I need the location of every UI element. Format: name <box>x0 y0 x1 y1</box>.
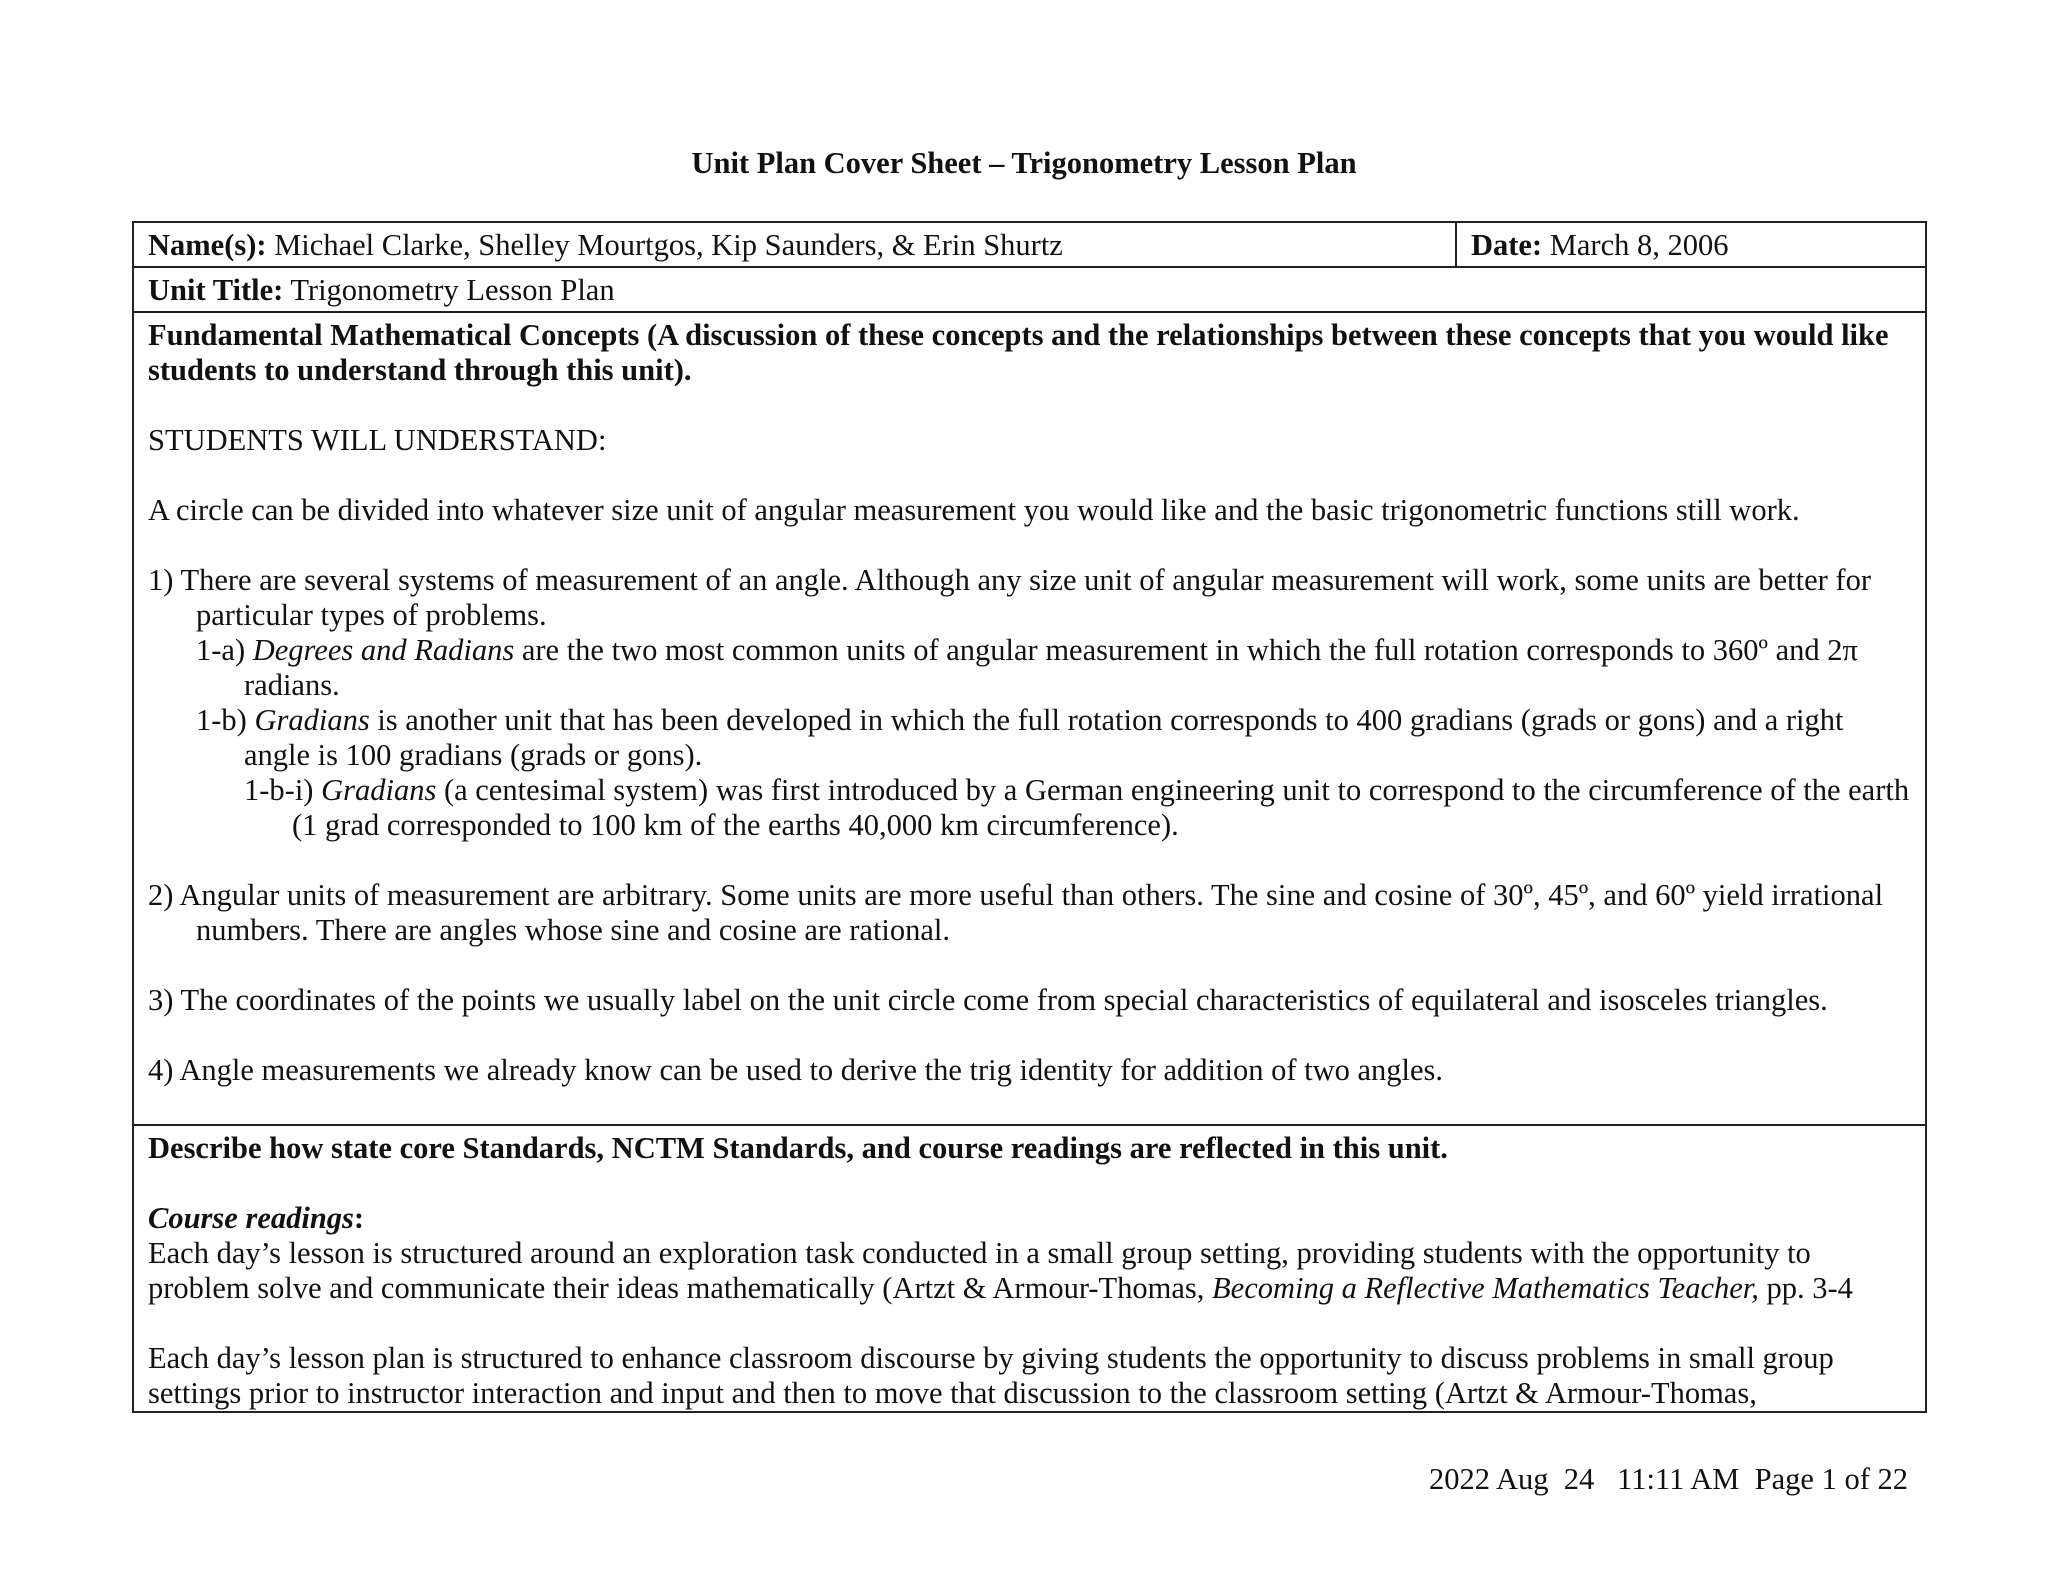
readings-p1-book-title: Becoming a Reflective Mathematics Teacher, <box>1212 1271 1759 1305</box>
standards-heading: Describe how state core Standards, NCTM Standards, and course readings are reflected in this unit. <box>148 1131 1448 1165</box>
concept-item-2: 2) Angular units of measurement are arbitrary. Some units are more useful than others. The sine and cosine of 30º, 45º, and 60º yield irrational numbers. There are angles whose sine and cosine are rational. <box>148 878 1884 947</box>
unit-title-cell <box>133 267 1926 312</box>
concepts-row <box>133 312 1926 1125</box>
item-1b-term: Gradians <box>254 703 370 737</box>
concepts-heading: Fundamental Mathematical Concepts (A discussion of these concepts and the relationships between these concepts that you would like students to understand through this unit). <box>148 318 1889 387</box>
names-row <box>133 222 1926 267</box>
item-1bi-prefix: 1-b-i) <box>244 773 322 807</box>
unit-title-value: Trigonometry Lesson Plan <box>283 273 615 307</box>
unit-title-row <box>133 267 1926 312</box>
unit-title-label: Unit Title: <box>148 273 284 307</box>
concept-item-1a <box>148 633 1913 703</box>
item-1bi-term: Gradians <box>321 773 437 807</box>
item-1b-prefix: 1-b) <box>196 703 255 737</box>
readings-p1-text: Each day’s lesson is structured around an exploration task conducted in a small group setting, providing students with the opportunity to problem solve and communicate their ideas mathematically (Artzt & Armour-Thomas, <box>148 1236 1811 1305</box>
names-label: Name(s): <box>148 228 267 262</box>
standards-cell <box>133 1125 1926 1412</box>
concept-item-1: 1) There are several systems of measurement of an angle. Although any size unit of angular measurement will work, some units are better for particular types of problems. <box>148 563 1871 632</box>
item-1b-text: is another unit that has been developed in which the full rotation corresponds to 400 gradians (grads or gons) and a right angle is 100 gradians (grads or gons). <box>244 703 1844 772</box>
names-cell <box>133 222 1456 267</box>
concepts-intro: A circle can be divided into whatever size unit of angular measurement you would like and the basic trigonometric functions still work. <box>148 493 1800 527</box>
concept-item-4: 4) Angle measurements we already know can be used to derive the trig identity for addition of two angles. <box>148 1053 1444 1087</box>
course-readings-colon: : <box>353 1201 365 1235</box>
course-readings-heading <box>148 1201 1913 1236</box>
date-label: Date: <box>1471 228 1543 262</box>
item-1a-term: Degrees and Radians <box>252 633 515 667</box>
names-value: Michael Clarke, Shelley Mourtgos, Kip Saunders, & Erin Shurtz <box>266 228 1063 262</box>
item-1a-text: are the two most common units of angular measurement in which the full rotation corresponds to 360º and 2π radians. <box>244 633 1858 702</box>
students-will-understand: STUDENTS WILL UNDERSTAND: <box>148 423 607 457</box>
date-cell <box>1456 222 1926 267</box>
item-1bi-text: (a centesimal system) was first introduced by a German engineering unit to correspond to the circumference of the earth (1 grad corresponded to 100 km of the earths 40,000 km circumference). <box>292 773 1910 842</box>
readings-paragraph-1 <box>148 1236 1913 1306</box>
readings-p1-pages: pp. 3-4 <box>1758 1271 1853 1305</box>
cover-sheet-table <box>132 221 1927 1413</box>
date-value: March 8, 2006 <box>1542 228 1729 262</box>
concept-item-1bi <box>148 773 1913 843</box>
page-footer: 2022 Aug 24 11:11 AM Page 1 of 22 <box>1429 1462 1908 1496</box>
concept-item-1b <box>148 703 1913 773</box>
course-readings-label: Course readings <box>148 1201 354 1235</box>
concepts-cell <box>133 312 1926 1125</box>
standards-row <box>133 1125 1926 1412</box>
readings-paragraph-2: Each day’s lesson plan is structured to enhance classroom discourse by giving students the opportunity to discuss problems in small group settings prior to instructor interaction and input and then to move that discussion to the classroom setting (Artzt & Armour-Thomas, <box>148 1341 1834 1410</box>
concept-item-3: 3) The coordinates of the points we usually label on the unit circle come from special characteristics of equilateral and isosceles triangles. <box>148 983 1828 1017</box>
item-1a-prefix: 1-a) <box>196 633 253 667</box>
document-title: Unit Plan Cover Sheet – Trigonometry Lesson Plan <box>691 146 1357 180</box>
